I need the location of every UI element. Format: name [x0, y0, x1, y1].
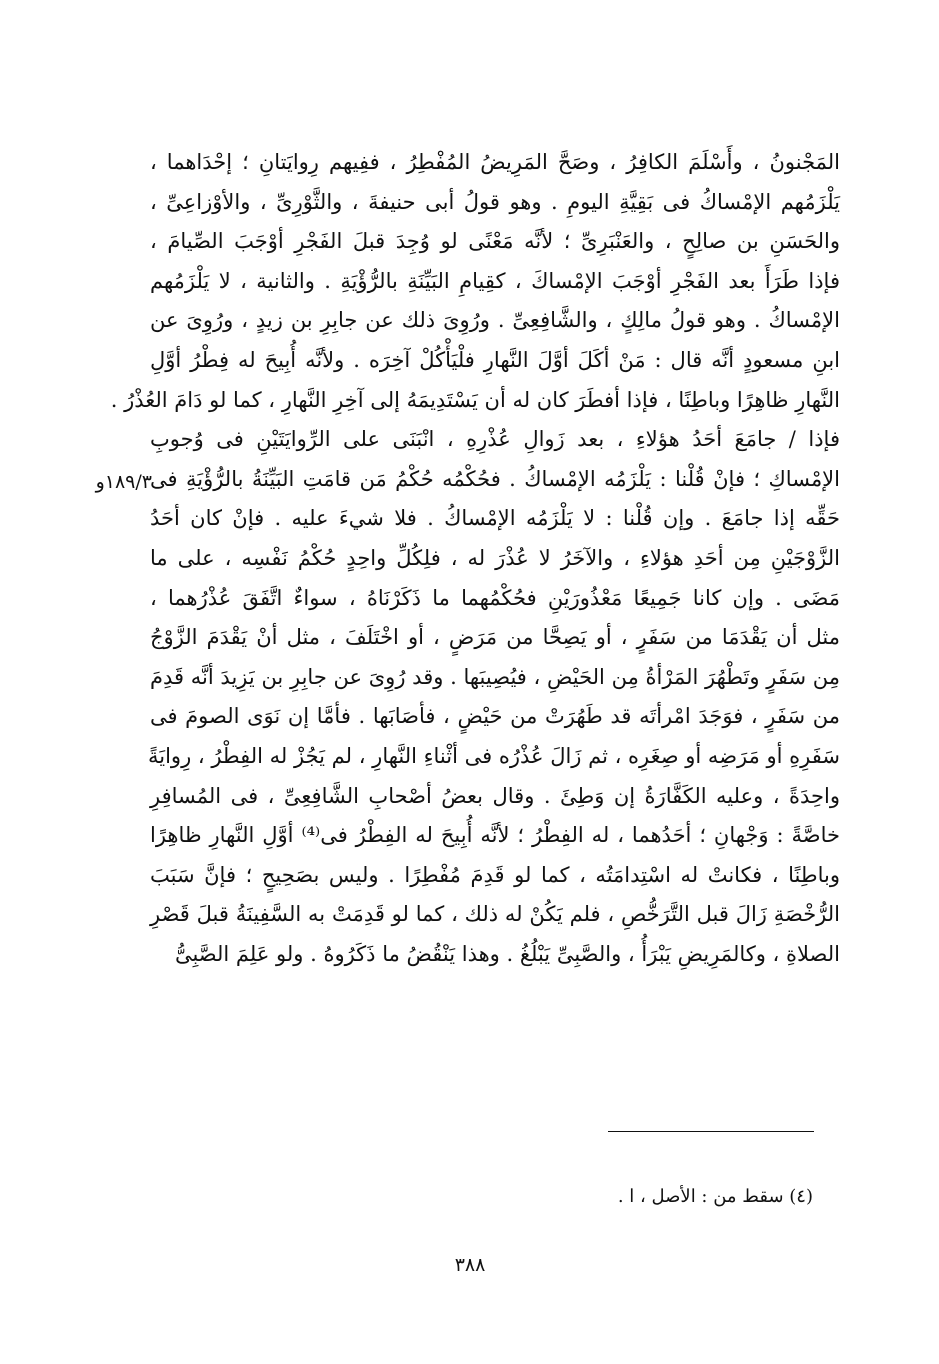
text-line: مَضَى . وإن كانا جَمِيعًا مَعْذُورَيْنِ فحُكْمُهما ما ذَكَرْنَاهُ ، سواءٌ اتَّفَقَ عُذْرُهما ،: [150, 585, 840, 610]
text-line: الصلاةِ ، وكالمَرِيضِ يَبْرَأُ ، والصَّبِىِّ يَبْلُغُ . وهذا يَنْقُضُ ما ذَكَرُوهُ . ولو عَلِمَ الصَّبِىُّ: [174, 941, 840, 966]
text-line: النَّهارِ ظاهِرًا وباطِنًا ، فإذا أفطَرَ كان له أن يَسْتَدِيمَهُ إلى آخِرِ النَّهارِ ، كما لو دَامَ العُذْرُ .: [110, 387, 840, 412]
text-line: الإمْساكُ . وهو قولُ مالِكٍ ، والشَّافِعِىِّ . ورُوِىَ ذلك عن جابِرِ بن زيدٍ ، ورُوِىَ عن: [150, 308, 840, 333]
text-line: وباطِنًا ، فكانتْ له اسْتِدامَتُه ، كما لو قَدِمَ مُفْطِرًا . وليس بصَحِيحٍ ؛ فإنَّ سَبَبَ: [150, 862, 840, 887]
text-line: واحِدَةً ، وعليه الكَفَّارَةُ إن وَطِئَ . وقال بعضُ أصْحابِ الشَّافِعِىِّ ، فى المُسافِرِ: [150, 783, 840, 808]
text-line: ابنِ مسعودٍ أنَّه قال : مَنْ أكَلَ أوَّلَ النَّهارِ فلْيَأْكُلْ آخِرَه . ولأنَّه أُبِيحَ له فِطْرُ أوَّلِ: [150, 347, 840, 372]
text-line: مثل أن يَقْدَمَا من سَفَرٍ ، أو يَصِحَّا من مَرَضٍ ، أو اخْتَلَفَ ، مثل أنْ يَقْدَمَ الزَّوْجُ: [150, 625, 840, 650]
text-line: الزَّوْجَيْنِ مِن أحَدِ هؤلاءِ ، والآخَرُ لا عُذْرَ له ، فلِكُلِّ واحِدٍ حُكْمُ نَفْسِه ، على ما: [150, 545, 840, 570]
footnote: (٤) سقط من : الأصل ، ا .: [617, 1186, 813, 1207]
text-line: الرُّخْصَةِ زَالَ قبل التَّرَخُّصِ ، فلم يَكُنْ له ذلك ، كما لو قَدِمَتْ به السَّفِينَةُ قبلَ قَصْرِ: [150, 902, 840, 927]
text-line: من سَفَرٍ ، فوَجَدَ امْرأتَه قد طَهُرَتْ من حَيْضٍ ، فأصَابَها . فأمَّا إن نَوَى الصومَ فى: [150, 704, 840, 729]
margin-folio-reference: ١٨٩/٣و: [95, 471, 152, 493]
text-line: حَقِّه إذا جامَعَ . وإن قُلْنا : لا يَلْزَمُه الإمْساكُ . فلا شيءَ عليه . فإنْ كان أحَدُ: [150, 506, 840, 531]
text-line: فإذا طَرَأَ بعد الفَجْرِ أوْجَبَ الإمْساكَ ، كقِيامِ البَيِّنَةِ بالرُّؤْيَةِ . والثانية ، لا يَلْزَمُهم: [150, 268, 840, 293]
text-line: خاصَّةً : وَجْهانِ ؛ أحَدُهما ، له الفِطْرُ ؛ لأنَّه أُبِيحَ له الفِطْرُ فى⁽⁴⁾ أوَّلِ النَّهارِ ظاهِرًا: [150, 823, 840, 848]
text-line: الإمْساكِ ؛ فإنْ قُلْنا : يَلْزَمُه الإمْساكُ . فحُكْمُه حُكْمُ مَن قامَتِ البَيِّنَةُ بالرُّؤْيَةِ فى: [150, 466, 840, 491]
text-line: فإذا / جامَعَ أحَدُ هؤلاءِ ، بعد زَوالِ عُذْرِهِ ، انْبَنَى على الرِّوايَتَيْنِ فى وُجوبِ: [150, 427, 840, 452]
footnote-divider: [608, 1131, 814, 1132]
text-line: سَفَرِهِ أو مَرَضِه أو صِغَرِه ، ثم زَالَ عُذْرُه فى أثْناءِ النَّهارِ ، لم يَجُزْ له الفِطْرُ ، رِوايَةً: [147, 743, 840, 768]
text-line: مِن سَفَرٍ وتَطْهُرَ المَرْأةُ مِن الحَيْضِ ، فيُصِيبَها . وقد رُوِىَ عن جابِرِ بن يَزِيدَ أنَّه قَدِمَ: [150, 664, 840, 689]
text-line: والحَسَنِ بن صالِحٍ ، والعَنْبَرِىِّ ؛ لأنَّه مَعْنًى لو وُجِدَ قبلَ الفَجْرِ أوْجَبَ الصِّيامَ ،: [150, 229, 840, 254]
page-number: ٣٨٨: [454, 1254, 486, 1276]
text-line: المَجْنونُ ، وأَسْلَمَ الكافِرُ ، وصَحَّ المَرِيضُ المُفْطِرُ ، ففِيهم رِوايَتانِ ؛ إحْدَاهما ،: [150, 150, 840, 174]
text-line: يَلْزَمُهم الإمْساكُ فى بَقِيَّةِ اليومِ . وهو قولُ أبى حنيفةَ ، والثَّوْرِىِّ ، والأوْزاعِىِّ ،: [150, 189, 840, 214]
